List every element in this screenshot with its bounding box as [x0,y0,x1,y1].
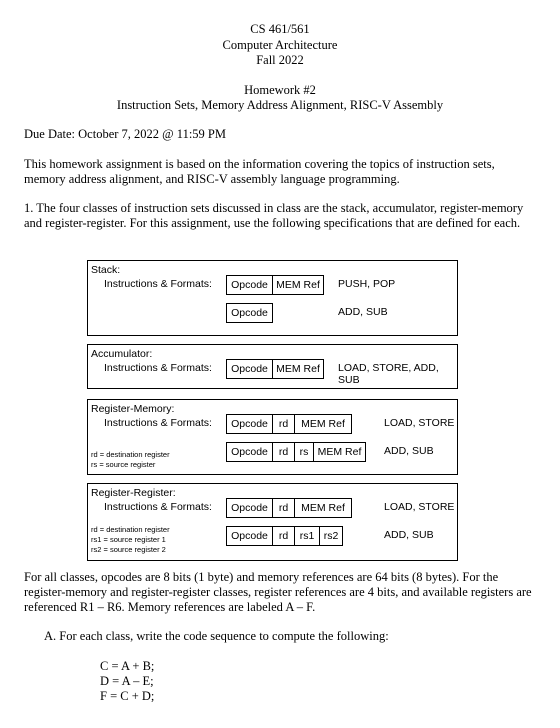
stack-format-row-2 [226,303,272,323]
register-memory-row2-ops: ADD, SUB [384,445,434,457]
register-memory-format-row-1 [226,414,351,434]
register-register-row2-ops: ADD, SUB [384,529,434,541]
mem-ref-field: MEM Ref [294,414,352,434]
stack-row2-ops: ADD, SUB [338,306,388,318]
code-line-1: C = A + B; [100,659,155,673]
code-line-2: D = A – E; [100,674,154,688]
homework-topic: Instruction Sets, Memory Address Alignment, RISC-V Assembly [116,98,444,112]
stack-box [87,260,458,336]
rs2-field: rs2 [319,526,343,546]
course-number: CS 461/561 [250,22,310,36]
intro-paragraph: This homework assignment is based on the information covering the topics of instruction sets, memory address alignment, and RISC-V assembly language programming. [24,157,495,186]
register-memory-row1-ops: LOAD, STORE [384,417,455,429]
register-memory-formats-label: Instructions & Formats: [104,417,212,429]
homework-number: Homework #2 [244,83,316,97]
register-memory-title: Register-Memory: [91,403,175,415]
mem-ref-field: MEM Ref [294,498,352,518]
register-memory-note-rd: rd = destination register [91,450,170,459]
opcode-field: Opcode [226,359,273,379]
register-memory-note-rs: rs = source register [91,460,156,469]
register-register-box [87,483,458,561]
opcode-field: Opcode [226,303,273,323]
register-register-format-row-2 [226,526,342,546]
mem-ref-field: MEM Ref [313,442,366,462]
register-memory-format-row-2 [226,442,365,462]
register-register-note-rs2: rs2 = source register 2 [91,545,166,554]
accumulator-box [87,344,458,389]
mem-ref-field: MEM Ref [272,359,324,379]
rd-field: rd [272,414,295,434]
stack-format-row-1 [226,275,323,295]
accumulator-title: Accumulator: [91,348,153,360]
opcode-field: Opcode [226,498,273,518]
opcode-field: Opcode [226,414,273,434]
register-register-formats-label: Instructions & Formats: [104,501,212,513]
register-register-row1-ops: LOAD, STORE [384,501,455,513]
rd-field: rd [272,442,295,462]
mem-ref-field: MEM Ref [272,275,324,295]
register-register-note-rs1: rs1 = source register 1 [91,535,166,544]
stack-title: Stack: [91,264,121,276]
opcode-field: Opcode [226,275,273,295]
rd-field: rd [272,526,295,546]
opcode-field: Opcode [226,442,273,462]
register-register-title: Register-Register: [91,487,176,499]
code-line-3: F = C + D; [100,689,155,703]
part-a: A. For each class, write the code sequence to compute the following: [44,629,389,643]
register-register-format-row-1 [226,498,351,518]
term: Fall 2022 [256,53,304,67]
course-title: Computer Architecture [222,38,338,52]
register-register-note-rd: rd = destination register [91,525,170,534]
question-1: 1. The four classes of instruction sets discussed in class are the stack, accumulator, register-memory and register-register. For this assignment, use the following specifications that are defined for each. [24,201,524,230]
accumulator-format-row-1 [226,359,323,379]
accumulator-formats-label: Instructions & Formats: [104,362,212,374]
register-memory-box [87,399,458,475]
rs1-field: rs1 [294,526,320,546]
accumulator-row1-ops: LOAD, STORE, ADD, SUB [338,362,439,386]
opcode-field: Opcode [226,526,273,546]
spec-paragraph: For all classes, opcodes are 8 bits (1 byte) and memory references are 64 bits (8 bytes). For the register-memory and register-register classes, register references are 4 bits, and available registers are referenced R1 – R6. Memory references are labeled A – F. [24,570,532,614]
rs-field: rs [294,442,314,462]
stack-formats-label: Instructions & Formats: [104,278,212,290]
due-date: Due Date: October 7, 2022 @ 11:59 PM [24,127,226,141]
stack-row1-ops: PUSH, POP [338,278,396,290]
rd-field: rd [272,498,295,518]
